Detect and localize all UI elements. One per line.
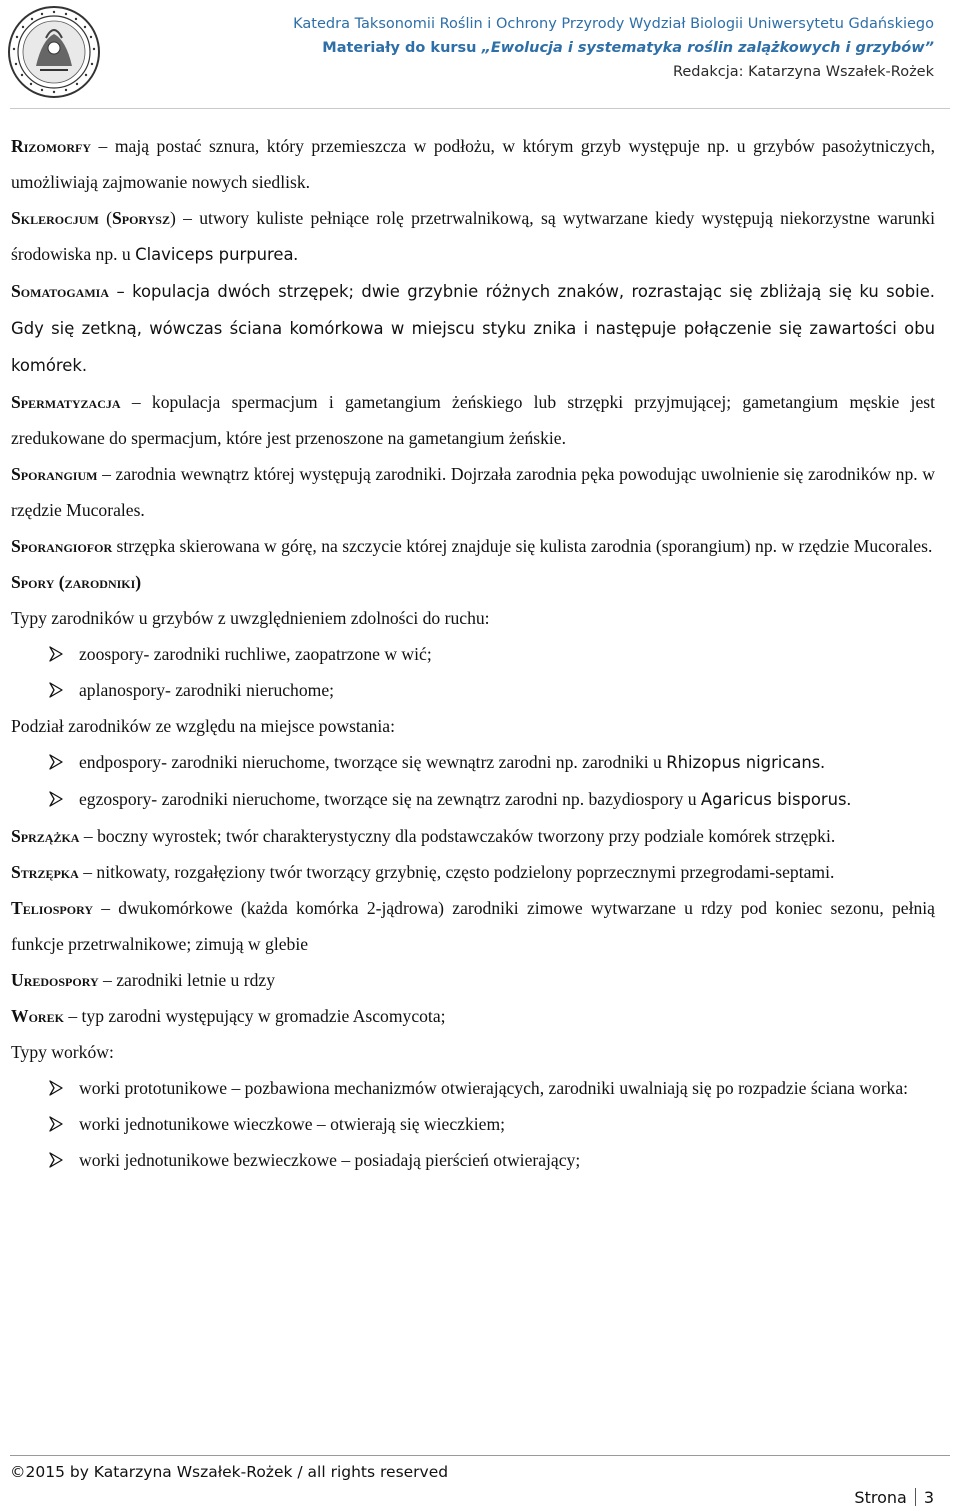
header-text [293, 12, 934, 84]
term: Rizomorfy [11, 136, 92, 156]
page-number [854, 1488, 934, 1507]
entry-worek [11, 998, 935, 1034]
arrow-bullet-icon [48, 791, 64, 807]
term: Spory (zarodniki) [11, 572, 142, 592]
entry-sporangiofor [11, 528, 935, 564]
definition: strzępka skierowana w górę, na szczycie której znajduje się kulista zarodnia (sporangium) np. w rzędzie Mucorales. [112, 536, 933, 556]
entry-spermatyzacja [11, 384, 935, 456]
term: Somatogamia [11, 281, 110, 301]
definition-cont: Gdy się zetkną, wówczas ściana komórkowa w miejscu styku znika i następuje połączenie się zawartości obu komórek. [11, 319, 935, 375]
list-item [11, 744, 935, 781]
department-name: Katedra Taksonomii Roślin i Ochrony Przyrody Wydział Biologii Uniwersytetu Gdańskiego [293, 16, 934, 32]
footer-divider [10, 1455, 950, 1456]
entry-strzepka [11, 854, 935, 890]
term-synonym: Sporysz [111, 208, 170, 228]
entry-rizomorfy [11, 128, 935, 200]
page-number-value: 3 [923, 1488, 934, 1507]
page-header [0, 0, 960, 110]
list-item-text: worki jednotunikowe bezwieczkowe – posiadają pierścień otwierający; [79, 1150, 581, 1170]
course-prefix: Materiały do kursu [322, 40, 482, 56]
term: Sporangiofor [11, 536, 113, 556]
list-item-text: aplanospory- zarodniki nieruchome; [79, 680, 335, 700]
worek-intro: Typy worków: [11, 1042, 114, 1062]
list-item-text: endpospory- zarodniki nieruchome, tworzące się wewnątrz zarodni np. zarodniki u [79, 752, 667, 772]
list-item [11, 672, 935, 708]
definition: – kopulacja dwóch strzępek; dwie grzybnie różnych znaków, rozrastając się zbliżają się ku sobie. [109, 282, 935, 301]
term: Sporangium [11, 464, 98, 484]
entry-uredospory [11, 962, 935, 998]
definition: ) – utwory kuliste pełniące rolę przetrwalnikową, są wytwarzane kiedy występują niekorzystne warunki środowiska np. u [11, 208, 935, 264]
term: Uredospory [11, 970, 99, 990]
entry-spory [11, 564, 935, 600]
species-name: Claviceps purpurea [135, 245, 294, 264]
definition: – kopulacja spermacjum i gametangium żeńskiego lub strzępki przyjmującej; gametangium męskie jest zredukowane do spermacjum, które jest przenoszone na gametangium żeńskie. [11, 392, 935, 448]
spory-intro-2: Podział zarodników ze względu na miejsce powstania: [11, 716, 396, 736]
list-item-text: egzospory- zarodniki nieruchome, tworzące się na zewnątrz zarodni np. bazydiospory u [79, 789, 701, 809]
arrow-bullet-icon [48, 1152, 64, 1168]
list-item [11, 1106, 935, 1142]
editor-line: Redakcja: Katarzyna Wszałek-Rożek [672, 64, 934, 80]
term: Sklerocjum [11, 208, 99, 228]
definition: – zarodniki letnie u rdzy [98, 970, 275, 990]
entry-teliospory [11, 890, 935, 962]
page-separator [915, 1488, 916, 1506]
page-label: Strona [854, 1488, 907, 1507]
spory-intro: Typy zarodników u grzybów z uwzględnieniem zdolności do ruchu: [11, 608, 490, 628]
entry-somatogamia [11, 273, 935, 384]
term: Worek [11, 1006, 64, 1026]
paren: ( [98, 208, 112, 228]
list-item [11, 781, 935, 818]
term: Spermatyzacja [11, 392, 121, 412]
header-divider [10, 108, 950, 109]
arrow-bullet-icon [48, 1080, 64, 1096]
term: Teliospory [11, 898, 93, 918]
arrow-bullet-icon [48, 1116, 64, 1132]
list-item-text: zoospory- zarodniki ruchliwe, zaopatrzone w wić; [79, 644, 432, 664]
course-title: „Ewolucja i systematyka roślin zalążkowych i grzybów” [481, 40, 934, 56]
list-item [11, 636, 935, 672]
course-line [293, 36, 934, 60]
arrow-bullet-icon [48, 682, 64, 698]
punct: . [846, 789, 851, 809]
glossary-content [11, 128, 935, 1178]
entry-sporangium [11, 456, 935, 528]
definition: – dwukomórkowe (każda komórka 2-jądrowa) zarodniki zimowe wytwarzane u rdzy pod koniec sezonu, pełnią funkcje przetrwalnikowe; zimują w glebie [11, 898, 935, 954]
term: Sprzążka [11, 826, 80, 846]
list-item [11, 1070, 935, 1106]
species-name: Rhizopus nigricans [666, 753, 821, 772]
species-name: Agaricus bisporus [700, 790, 847, 809]
punct: . [820, 752, 825, 772]
definition: – zarodnia wewnątrz której występują zarodniki. Dojrzała zarodnia pęka powodując uwolnienie się zarodników np. w rzędzie Mucorales. [11, 464, 935, 520]
definition: – typ zarodni występujący w gromadzie Ascomycota; [63, 1006, 446, 1026]
definition: – mają postać sznura, który przemieszcza w podłożu, w którym grzyb występuje np. u grzybów pasożytniczych, umożliwiają zajmowanie nowych siedlisk. [11, 136, 935, 192]
list-item [11, 1142, 935, 1178]
list-item-text: worki prototunikowe – pozbawiona mechanizmów otwierających, zarodniki uwalniają się po rozpadzie ściana worka: [79, 1078, 909, 1098]
entry-sprzazka [11, 818, 935, 854]
footer-copyright: ©2015 by Katarzyna Wszałek-Rożek / all rights reserved [10, 1463, 449, 1481]
arrow-bullet-icon [48, 646, 64, 662]
university-seal-logo [6, 4, 102, 100]
definition: – nitkowaty, rozgałęziony twór tworzący grzybnię, często podzielony poprzecznymi przegrodami-septami. [78, 862, 835, 882]
term: Strzępka [11, 862, 79, 882]
entry-sklerocjum [11, 200, 935, 273]
punct: . [293, 244, 298, 264]
definition: – boczny wyrostek; twór charakterystyczny dla podstawczaków tworzony przy podziale komórek strzępki. [79, 826, 836, 846]
arrow-bullet-icon [48, 754, 64, 770]
list-item-text: worki jednotunikowe wieczkowe – otwierają się wieczkiem; [79, 1114, 506, 1134]
